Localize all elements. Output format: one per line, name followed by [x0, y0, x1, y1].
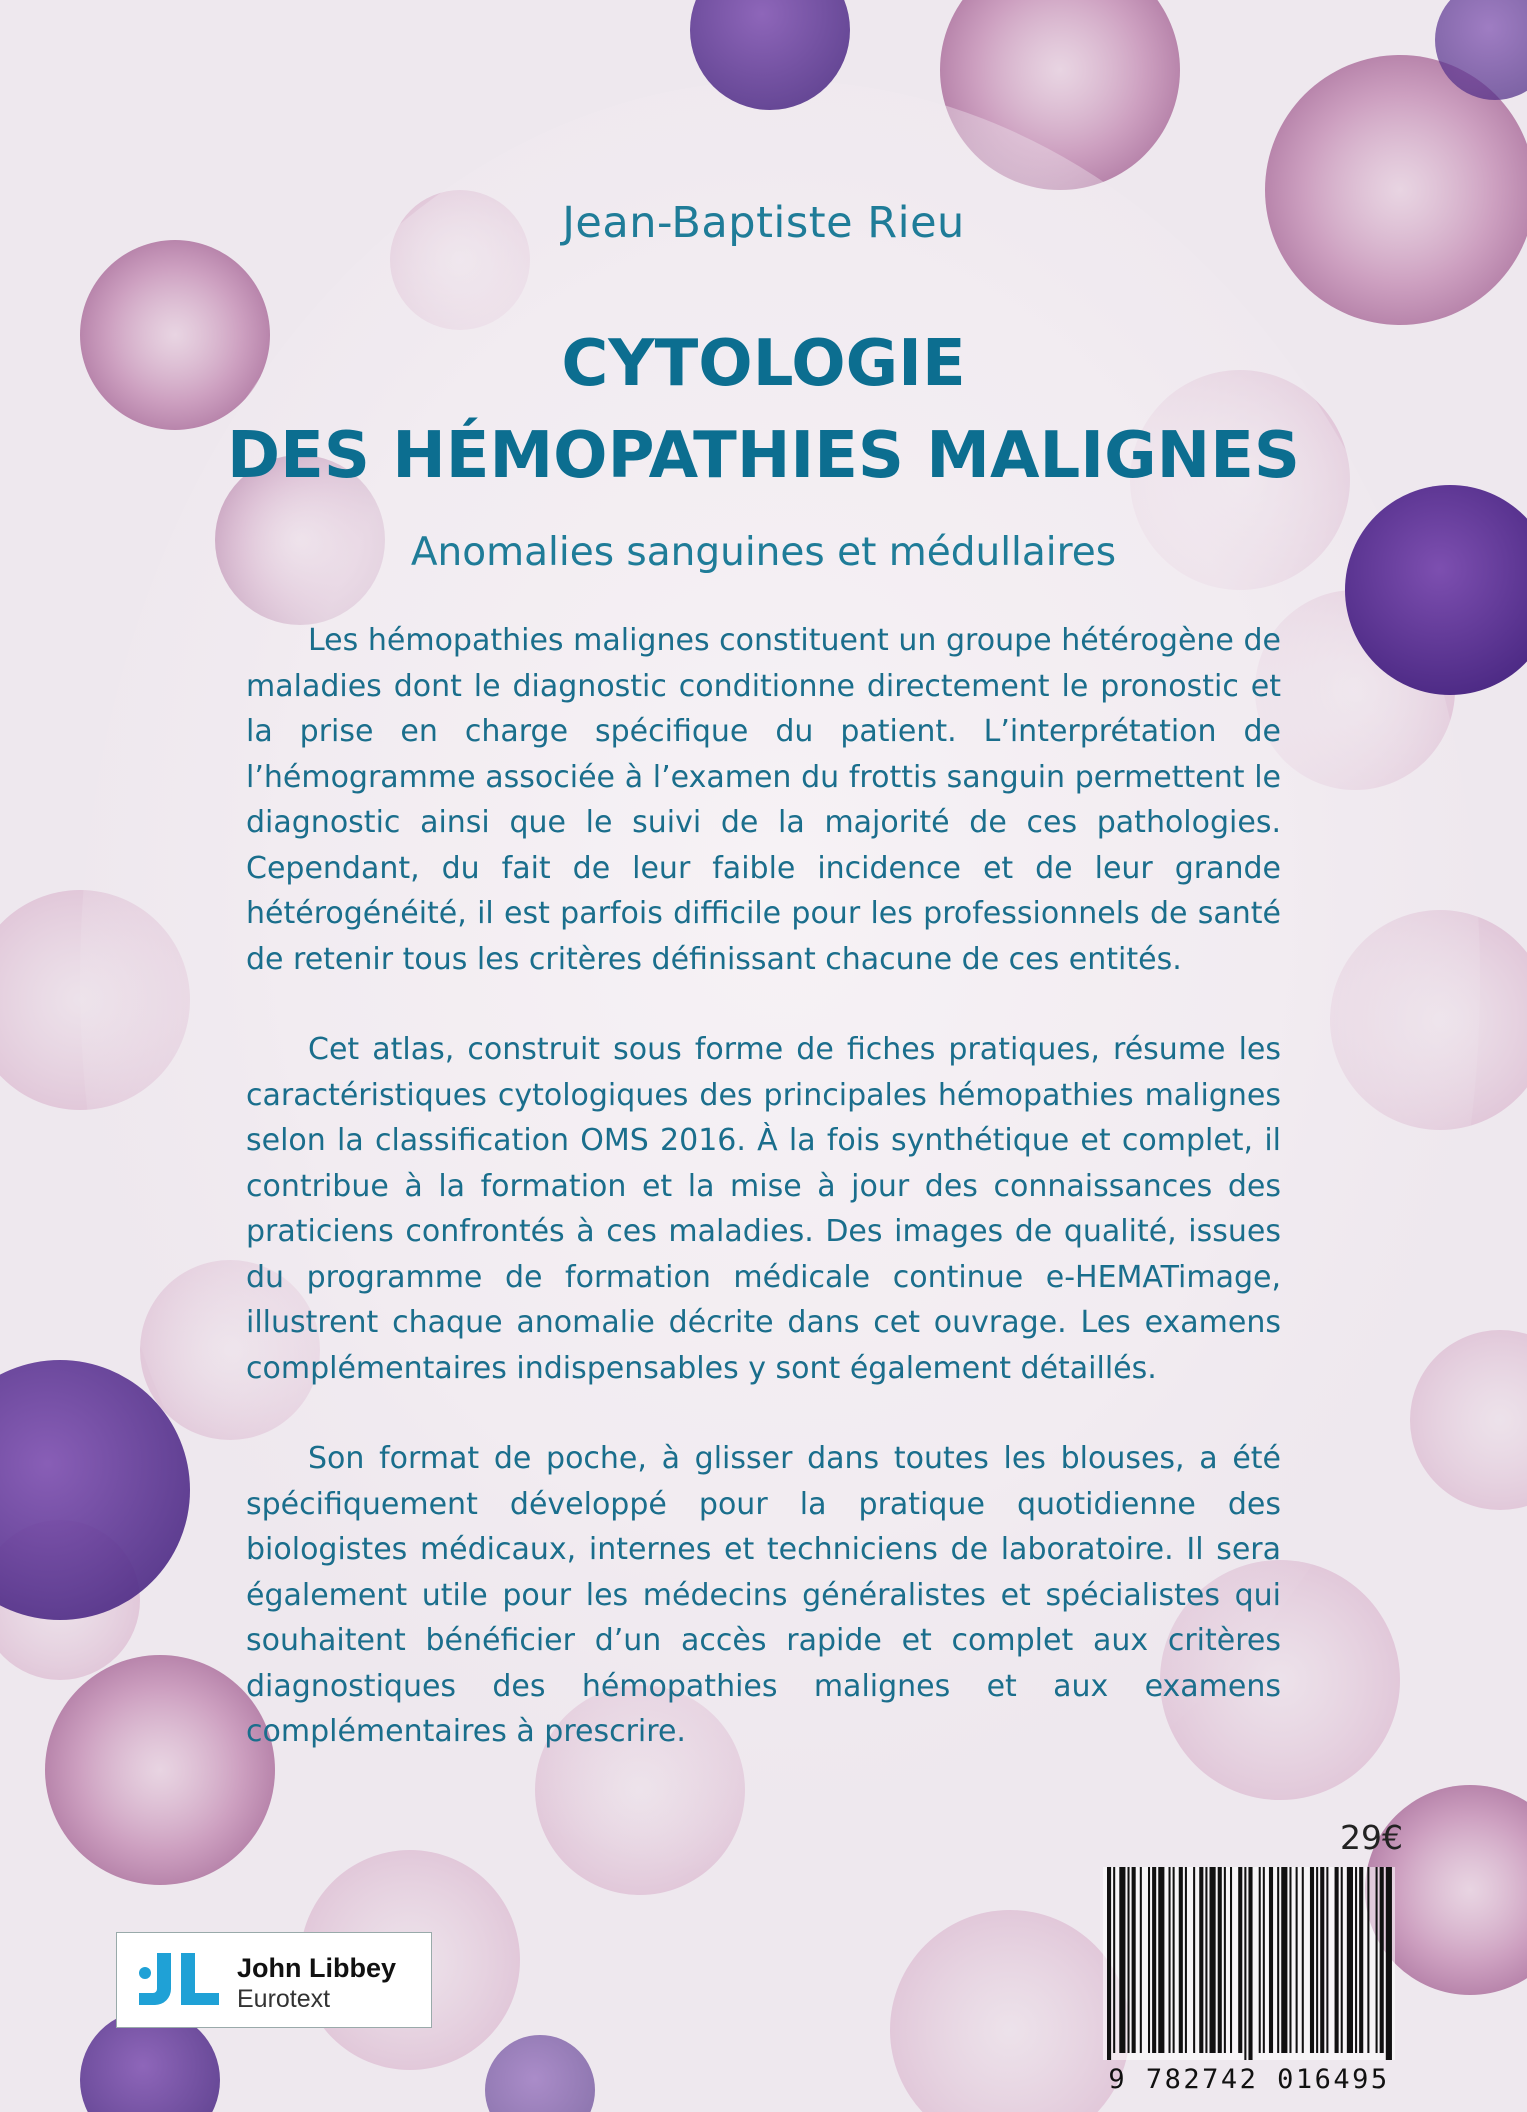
barcode-bar — [1218, 1867, 1222, 2053]
barcode-bar — [1359, 1867, 1363, 2053]
barcode-bar — [1269, 1867, 1273, 2053]
barcode-bar — [1230, 1867, 1232, 2053]
barcode-bar — [1238, 1867, 1242, 2053]
barcode-bar — [1132, 1867, 1136, 2053]
publisher-imprint: Eurotext — [237, 1985, 331, 2013]
barcode-bar — [1158, 1867, 1164, 2053]
barcode-bar — [1341, 1867, 1343, 2053]
price-label: 29€ — [1340, 1818, 1403, 1857]
publisher-logo — [116, 1932, 432, 2028]
book-title-line-2: DES HÉMOPATHIES MALIGNES — [226, 419, 1301, 493]
barcode-bar — [1113, 1867, 1115, 2053]
barcode-bar — [1347, 1867, 1353, 2053]
isbn-number: 9 782742 016495 — [1108, 2064, 1390, 2095]
blurb-paragraph-3: Son format de poche, à glisser dans toutes les blouses, a été spécifiquement développé pour la pratique quotidienne des biologistes médicaux, internes et techniciens de laboratoire. Il sera également utile pour les médecins généralistes et spécialistes qui souhaitent bénéficier d’un accès rapide et complet aux critères diagnostiques des hémopathies malignes et aux examens complémentaires à prescrire. — [246, 1441, 1281, 1749]
book-subtitle: Anomalies sanguines et médullaires — [410, 530, 1117, 575]
barcode-bar — [1173, 1867, 1175, 2053]
barcode-bar — [1335, 1867, 1339, 2053]
barcode-bar — [1376, 1867, 1378, 2053]
barcode-bar — [1185, 1867, 1187, 2053]
barcode-bar — [1289, 1867, 1291, 2053]
barcode-bar — [1179, 1867, 1183, 2053]
barcode-bar — [1152, 1867, 1156, 2053]
barcode-bar — [1148, 1867, 1150, 2053]
barcode-bar — [1386, 1867, 1392, 2060]
barcode-bar — [1326, 1867, 1328, 2053]
barcode-bar — [1193, 1867, 1195, 2053]
barcode-bar — [1281, 1867, 1287, 2053]
barcode-bar — [1199, 1867, 1203, 2053]
barcode-bar — [1205, 1867, 1207, 2053]
isbn-barcode — [1103, 1867, 1395, 2060]
barcode-bar — [1119, 1867, 1125, 2053]
barcode-bar — [1316, 1867, 1318, 2053]
barcode-bar — [1302, 1867, 1304, 2053]
barcode-bar — [1224, 1867, 1226, 2053]
barcode-bar — [1107, 1867, 1111, 2060]
barcode-bar — [1355, 1867, 1357, 2053]
barcode-bar — [1210, 1867, 1216, 2053]
barcode-bar — [1380, 1867, 1384, 2053]
barcode-bar — [1169, 1867, 1171, 2053]
publisher-name: John Libbey — [237, 1953, 397, 1983]
book-title-line-1: CYTOLOGIE — [561, 327, 966, 401]
back-cover-blurb — [246, 618, 1281, 1800]
book-title — [0, 318, 1527, 502]
barcode-bar — [1367, 1867, 1369, 2053]
barcode-bar — [1320, 1867, 1324, 2053]
barcode-bar — [1248, 1867, 1252, 2060]
barcode-bar — [1140, 1867, 1142, 2053]
blurb-paragraph-2: Cet atlas, construit sous forme de fiches pratiques, résume les caractéristiques cytologiques des principales hémopathies malignes selon la classification OMS 2016. À la fois synthétique et complet, il contribue à la formation et la mise à jour des connaissances des praticiens confrontés à ces maladies. Des images de qualité, issues du programme de formation médicale continue e-HEMATimage, illustrent chaque anomalie décrite dans cet ouvrage. Les examens complémentaires indispensables y sont également détaillés. — [246, 1032, 1281, 1386]
blurb-paragraph-1: Les hémopathies malignes constituent un groupe hétérogène de maladies dont le diagnostic conditionne directement le pronostic et la prise en charge spécifique du patient. L’interprétation de l’hémogramme associée à l’examen du frottis sanguin permettent le diagnostic ainsi que le suivi de la majorité de ces pathologies. Cependant, du fait de leur faible incidence et de leur grande hétérogénéité, il est parfois difficile pour les professionnels de santé de retenir tous les critères définissant chacune de ces entités. — [246, 623, 1281, 977]
barcode-bar — [1244, 1867, 1246, 2060]
barcode-bar — [1296, 1867, 1298, 2053]
barcode-bar — [1128, 1867, 1130, 2053]
barcode-bar — [1263, 1867, 1265, 2053]
jl-logo-icon — [135, 1949, 227, 2011]
barcode-bar — [1277, 1867, 1279, 2053]
barcode-bar — [1259, 1867, 1261, 2053]
author-name: Jean-Baptiste Rieu — [562, 198, 965, 248]
barcode-bar — [1310, 1867, 1314, 2053]
